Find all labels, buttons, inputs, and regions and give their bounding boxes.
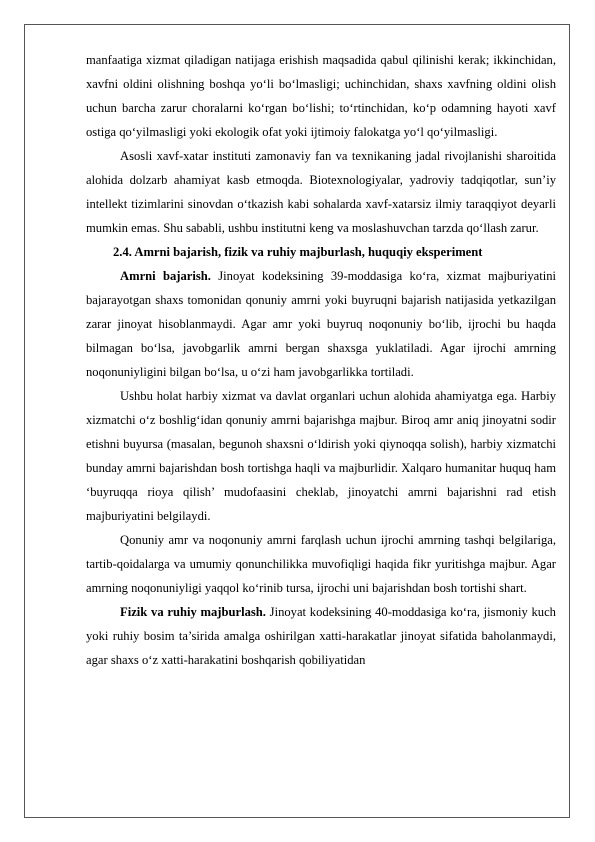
paragraph-amrni-bajarish: [86, 264, 556, 384]
paragraph-lead: Amrni bajarish.: [120, 269, 211, 283]
paragraph-text: Jinoyat kodeksining 40-moddasiga ko‘ra, jismoniy kuch yoki ruhiy bosim ta’sirida amalga oshirilgan xatti-harakatlar jinoyat sifatida baholanmaydi, agar shaxs o‘z xatti-harakatini boshqarish qobiliyatidan: [86, 605, 556, 667]
paragraph-text: Ushbu holat harbiy xizmat va davlat organlari uchun alohida ahamiyatga ega. Harbiy xizmatchi o‘z boshlig‘idan qonuniy amrni bajarishga majbur. Biroq amr aniq jinoyatni sodir etishni buyursa (masalan, begunoh shaxsni o‘ldirish yoki qiynoqqa solish), harbiy xizmatchi bunday amrni bajarishdan bosh tortishga haqli va majburlidir. Xalqaro humanitar huquq ham ‘buyruqqa rioya qilish’ mudofaasini cheklab, jinoyatchi amrni bajarishni rad etish majburiyatini belgilaydi.: [86, 389, 556, 523]
paragraph-fizik-majburlash: [86, 600, 556, 672]
document-body: [86, 48, 556, 672]
paragraph-lead: Fizik va ruhiy majburlash.: [120, 605, 266, 619]
section-heading: 2.4. Amrni bajarish, fizik va ruhiy majburlash, huquqiy eksperiment: [113, 245, 483, 259]
paragraph-asosli-xavf: Asosli xavf-xatar instituti zamonaviy fan va texnikaning jadal rivojlanishi sharoitida alohida dolzarb ahamiyat kasb etmoqda. Biotexnologiyalar, yadroviy tadqiqotlar, sun’iy intellekt tizimlarini sinovdan o‘tkazish kabi sohalarda xavf-xatarsiz ilmiy taraqqiyot deyarli mumkin emas. Shu sababli, ushbu institutni keng va moslashuvchan tarzda qo‘llash zarur.: [86, 149, 556, 235]
paragraph-harbiy-xizmat: [86, 384, 556, 528]
paragraph-text: Qonuniy amr va noqonuniy amrni farqlash uchun ijrochi amrning tashqi belgilariga, tartib-qoidalarga va umumiy qonunchilikka muvofiqligi haqida fikr yuritishga majbur. Agar amrning noqonuniyligi yaqqol ko‘rinib tursa, ijrochi uni bajarishdan bosh tortishi shart.: [86, 533, 556, 595]
paragraph-continuation: manfaatiga xizmat qiladigan natijaga erishish maqsadida qabul qilinishi kerak; ikkinchidan, xavfni oldini olishning boshqa yo‘li bo‘lmasligi; uchinchidan, shaxs xavfning oldini olish uchun barcha zarur choralarni ko‘rgan bo‘lishi; to‘rtinchidan, ko‘p odamning hayoti xavf ostiga qo‘yilmasligi yoki ekologik ofat yoki ijtimoiy falokatga yo‘l qo‘yilmasligi.: [86, 53, 556, 139]
paragraph-qonuniy-amr: [86, 528, 556, 600]
paragraph-text: Jinoyat kodeksining 39-moddasiga ko‘ra, xizmat majburiyatini bajarayotgan shaxs tomonidan qonuniy amrni yoki buyruqni bajarish natijasida yetkazilgan zarar jinoyat hisoblanmaydi. Agar amr yoki buyruq noqonuniy bo‘lib, ijrochi bu haqda bilmagan bo‘lsa, javobgarlik amrni bergan shaxsga yuklatiladi. Agar ijrochi amrning noqonuniyligini bilgan bo‘lsa, u o‘zi ham javobgarlikka tortiladi.: [86, 269, 556, 379]
